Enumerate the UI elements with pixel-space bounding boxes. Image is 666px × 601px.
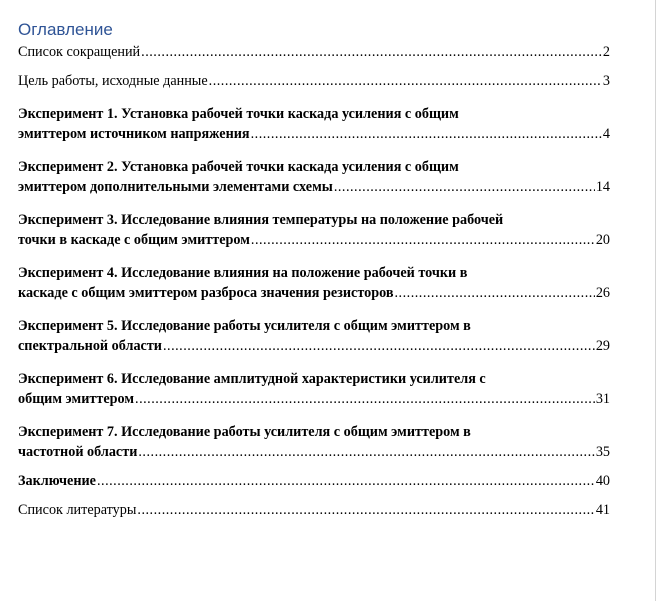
toc-entry-last-line [18, 177, 610, 197]
toc-entry-title: Список литературы [18, 502, 137, 518]
toc-entry-title: Цель работы, исходные данные [18, 73, 208, 89]
dot-leader [251, 124, 602, 144]
toc-list [18, 42, 610, 520]
dot-leader [141, 42, 602, 62]
dot-leader [97, 471, 595, 491]
toc-heading: Оглавление [18, 20, 113, 39]
toc-entry-title: точки в каскаде с общим эмиттером [18, 232, 250, 248]
toc-entry-references[interactable] [18, 500, 610, 520]
toc-entry-title-line: Эксперимент 1. Установка рабочей точки каскада усиления с общим [18, 106, 459, 122]
toc-entry-title-line: Эксперимент 2. Установка рабочей точки каскада усиления с общим [18, 159, 459, 175]
toc-entry-goal[interactable] [18, 71, 610, 91]
toc-entry-last-line [18, 42, 610, 62]
toc-entry-title: общим эмиттером [18, 391, 135, 407]
toc-entry-page-number: 41 [595, 502, 610, 518]
toc-entry-exp4[interactable] [18, 263, 610, 303]
dot-leader [251, 230, 595, 250]
toc-entry-abbreviations[interactable] [18, 42, 610, 62]
toc-entry-page-number: 2 [602, 44, 610, 60]
toc-entry-exp5[interactable] [18, 316, 610, 356]
table-of-contents [18, 20, 610, 520]
dot-leader [137, 500, 594, 520]
toc-entry-last-line [18, 71, 610, 91]
toc-entry-title: спектральной области [18, 338, 162, 354]
toc-entry-last-line [18, 230, 610, 250]
toc-entry-page-number: 14 [595, 179, 610, 195]
toc-entry-page-number: 4 [602, 126, 610, 142]
toc-entry-last-line [18, 124, 610, 144]
toc-entry-page-number: 29 [595, 338, 610, 354]
toc-entry-title-line: Эксперимент 5. Исследование работы усилителя с общим эмиттером в [18, 318, 471, 334]
toc-entry-last-line [18, 500, 610, 520]
toc-entry-exp6[interactable] [18, 369, 610, 409]
toc-entry-title: эмиттером источником напряжения [18, 126, 250, 142]
dot-leader [163, 336, 595, 356]
toc-entry-page-number: 3 [602, 73, 610, 89]
toc-entry-title-line: Эксперимент 4. Исследование влияния на положение рабочей точки в [18, 265, 468, 281]
toc-entry-page-number: 40 [595, 473, 610, 489]
toc-entry-exp7[interactable] [18, 422, 610, 462]
toc-entry-page-number: 31 [595, 391, 610, 407]
dot-leader [135, 389, 595, 409]
dot-leader [334, 177, 595, 197]
toc-entry-page-number: 20 [595, 232, 610, 248]
toc-entry-title: частотной области [18, 444, 138, 460]
toc-entry-exp3[interactable] [18, 210, 610, 250]
toc-entry-last-line [18, 283, 610, 303]
dot-leader [138, 442, 594, 462]
toc-entry-last-line [18, 471, 610, 491]
toc-entry-exp2[interactable] [18, 157, 610, 197]
toc-entry-title-line: Эксперимент 7. Исследование работы усилителя с общим эмиттером в [18, 424, 471, 440]
toc-entry-page-number: 26 [595, 285, 610, 301]
toc-entry-title: каскаде с общим эмиттером разброса значения резисторов [18, 285, 394, 301]
toc-entry-title: Заключение [18, 473, 96, 489]
toc-entry-last-line [18, 336, 610, 356]
dot-leader [395, 283, 595, 303]
toc-entry-last-line [18, 389, 610, 409]
toc-entry-title-line: Эксперимент 6. Исследование амплитудной характеристики усилителя с [18, 371, 486, 387]
toc-entry-last-line [18, 442, 610, 462]
toc-entry-title-line: Эксперимент 3. Исследование влияния температуры на положение рабочей [18, 212, 504, 228]
toc-entry-exp1[interactable] [18, 104, 610, 144]
toc-entry-page-number: 35 [595, 444, 610, 460]
toc-entry-title: эмиттером дополнительными элементами схемы [18, 179, 333, 195]
dot-leader [209, 71, 602, 91]
toc-entry-title: Список сокращений [18, 44, 141, 60]
toc-entry-conclusion[interactable] [18, 471, 610, 491]
